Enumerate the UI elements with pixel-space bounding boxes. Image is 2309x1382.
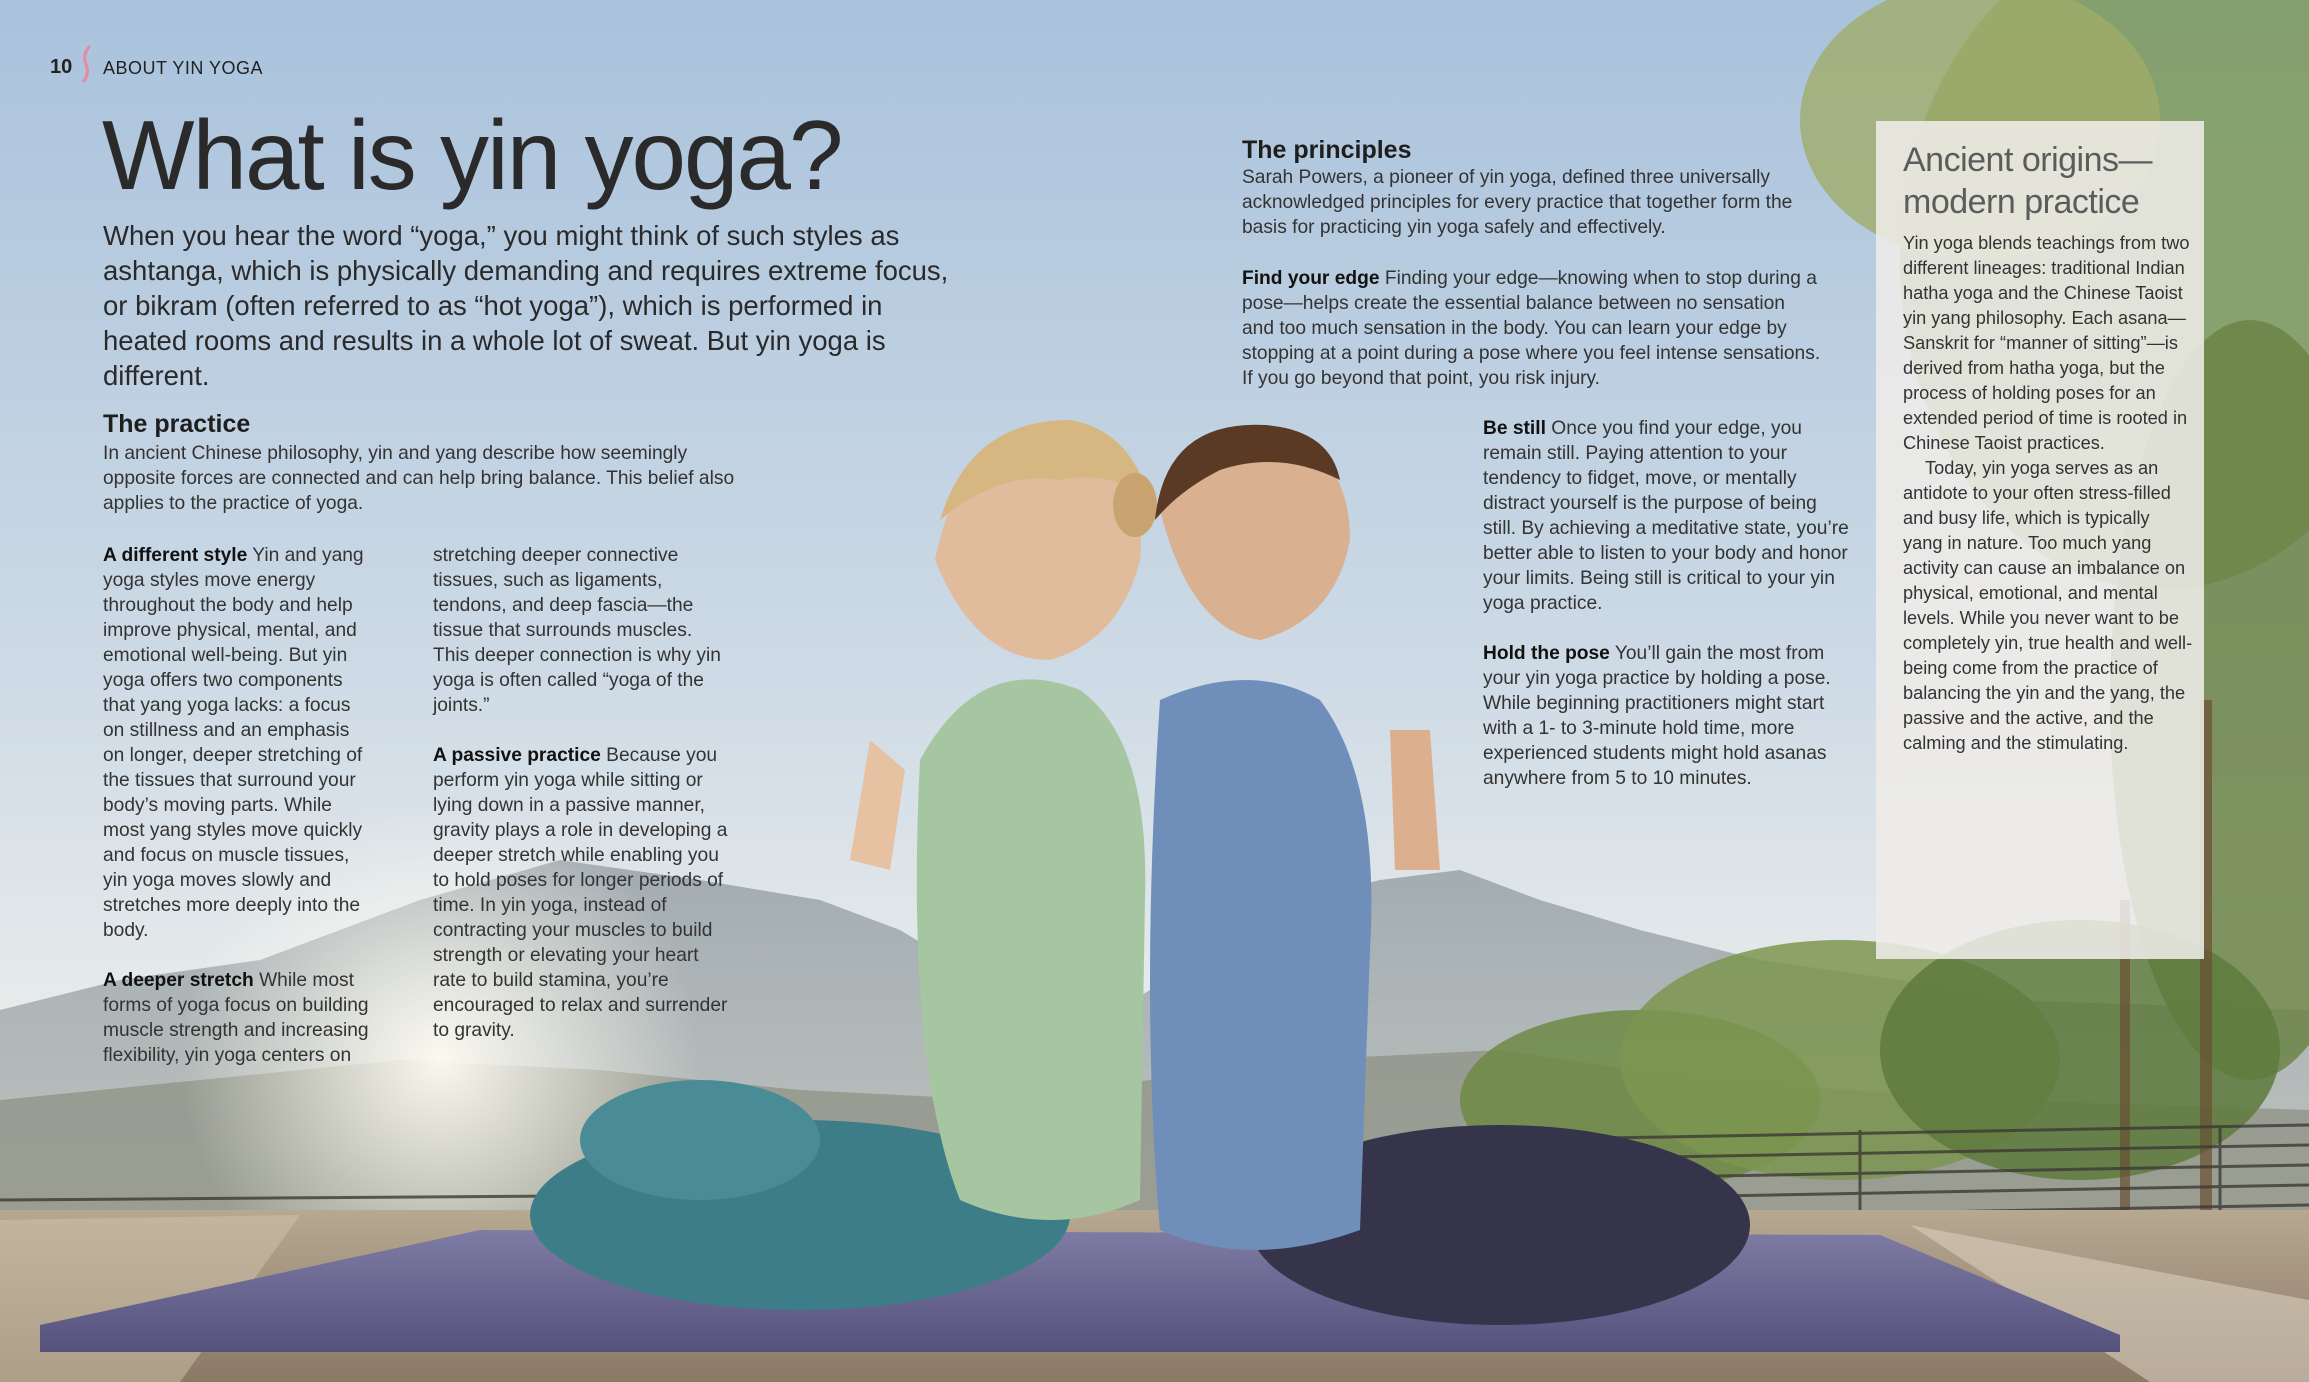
different-style-paragraph — [103, 543, 373, 943]
practice-column-1 — [103, 543, 373, 1068]
find-edge-label: Find your edge — [1242, 268, 1380, 289]
passive-practice-text: Because you perform yin yoga while sitting or lying down in a passive manner, gravity plays a role in developing a deeper stretch while enabling you to hold poses for longer periods of time. In yin yoga, instead of contracting your muscles to build strength or elevating your heart rate to build stamina, you’re encouraged to relax and surrender to gravity. — [433, 745, 728, 1041]
deeper-stretch-paragraph — [103, 968, 373, 1068]
practice-heading: The practice — [103, 410, 251, 438]
sidebar-body — [1903, 231, 2193, 756]
running-head: ABOUT YIN YOGA — [103, 58, 264, 78]
passive-practice-paragraph — [433, 743, 733, 1043]
practice-column-2 — [433, 543, 733, 1043]
hold-pose-paragraph — [1483, 641, 1853, 791]
sidebar-title: Ancient origins—modern practice — [1903, 141, 2153, 221]
hold-pose-label: Hold the pose — [1483, 643, 1610, 664]
principles-lead: Sarah Powers, a pioneer of yin yoga, defined three universally acknowledged principles for every practice that together form the basis for practicing yin yoga safely and effectively. — [1242, 167, 1793, 238]
continuation-paragraph: stretching deeper connective tissues, such as ligaments, tendons, and deep fascia—the tissue that surrounds muscles. This deeper connection is why yin yoga is often called “yoga of the joints.” — [433, 545, 721, 716]
different-style-text: Yin and yang yoga styles move energy throughout the body and help improve physical, mental, and emotional well-being. But yin yoga offers two components that yang yoga lacks: a focus on stillness and an emphasis on longer, deeper stretching of the tissues that surround your body’s moving parts. While most yang styles move quickly and focus on muscle tissues, yin yoga moves slowly and stretches more deeply into the body. — [103, 545, 364, 941]
find-edge-block — [1242, 266, 1822, 391]
find-edge-text: Finding your edge—knowing when to stop during a pose—helps create the essential balance between no sensation and too much sensation in the body. You can learn your edge by stopping at a point during a pose where you feel intense sensations. If you go beyond that point, you risk injury. — [1242, 268, 1821, 389]
practice-lead: In ancient Chinese philosophy, yin and yang describe how seemingly opposite forces are connected and can help bring balance. This belief also applies to the practice of yoga. — [103, 443, 735, 514]
deeper-stretch-text: While most forms of yoga focus on building muscle strength and increasing flexibility, yin yoga centers on — [103, 970, 369, 1066]
sidebar-box — [1876, 121, 2204, 959]
sidebar-paragraph-2: Today, yin yoga serves as an antidote to your often stress-filled and busy life, which is typically yang in nature. Too much yang activity can cause an imbalance on physical, emotional, and mental levels. While you never want to be completely yin, true health and well-being come from the practice of balancing the yin and the yang, the passive and the active, and the calming and the stimulating. — [1903, 458, 2193, 753]
page-number: 10 — [50, 56, 73, 78]
principles-section — [1242, 135, 1822, 240]
still-hold-block — [1483, 416, 1853, 791]
practice-section — [103, 409, 753, 516]
find-edge-paragraph — [1242, 266, 1822, 391]
page-title: What is yin yoga? — [102, 100, 842, 210]
be-still-text: Once you find your edge, you remain still. Paying attention to your tendency to fidget, move, or mentally distract yourself is the purpose of being still. By achieving a meditative state, you’re better able to listen to your body and honor your limits. Being still is critical to your yin yoga practice. — [1483, 418, 1849, 614]
section-mark-icon — [80, 44, 94, 84]
be-still-label: Be still — [1483, 418, 1546, 439]
different-style-label: A different style — [103, 545, 248, 566]
hold-pose-text: You’ll gain the most from your yin yoga practice by holding a pose. While beginning practitioners might start with a 1- to 3-minute hold time, more experienced students might hold asanas anywhere from 5 to 10 minutes. — [1483, 643, 1831, 789]
intro-paragraph: When you hear the word “yoga,” you might think of such styles as ashtanga, which is physically demanding and requires extreme focus, or bikram (often referred to as “hot yoga”), which is performed in heated rooms and results in a whole lot of sweat. But yin yoga is different. — [103, 220, 949, 391]
principles-heading: The principles — [1242, 136, 1412, 164]
deeper-stretch-label: A deeper stretch — [103, 970, 254, 991]
sidebar-paragraph-1: Yin yoga blends teachings from two different lineages: traditional Indian hatha yoga and the Chinese Taoist yin yang philosophy. Each asana—Sanskrit for “manner of sitting”—is derived from hatha yoga, but the process of holding poses for an extended period of time is rooted in Chinese Taoist practices. — [1903, 233, 2190, 453]
be-still-paragraph — [1483, 416, 1853, 616]
passive-practice-label: A passive practice — [433, 745, 601, 766]
